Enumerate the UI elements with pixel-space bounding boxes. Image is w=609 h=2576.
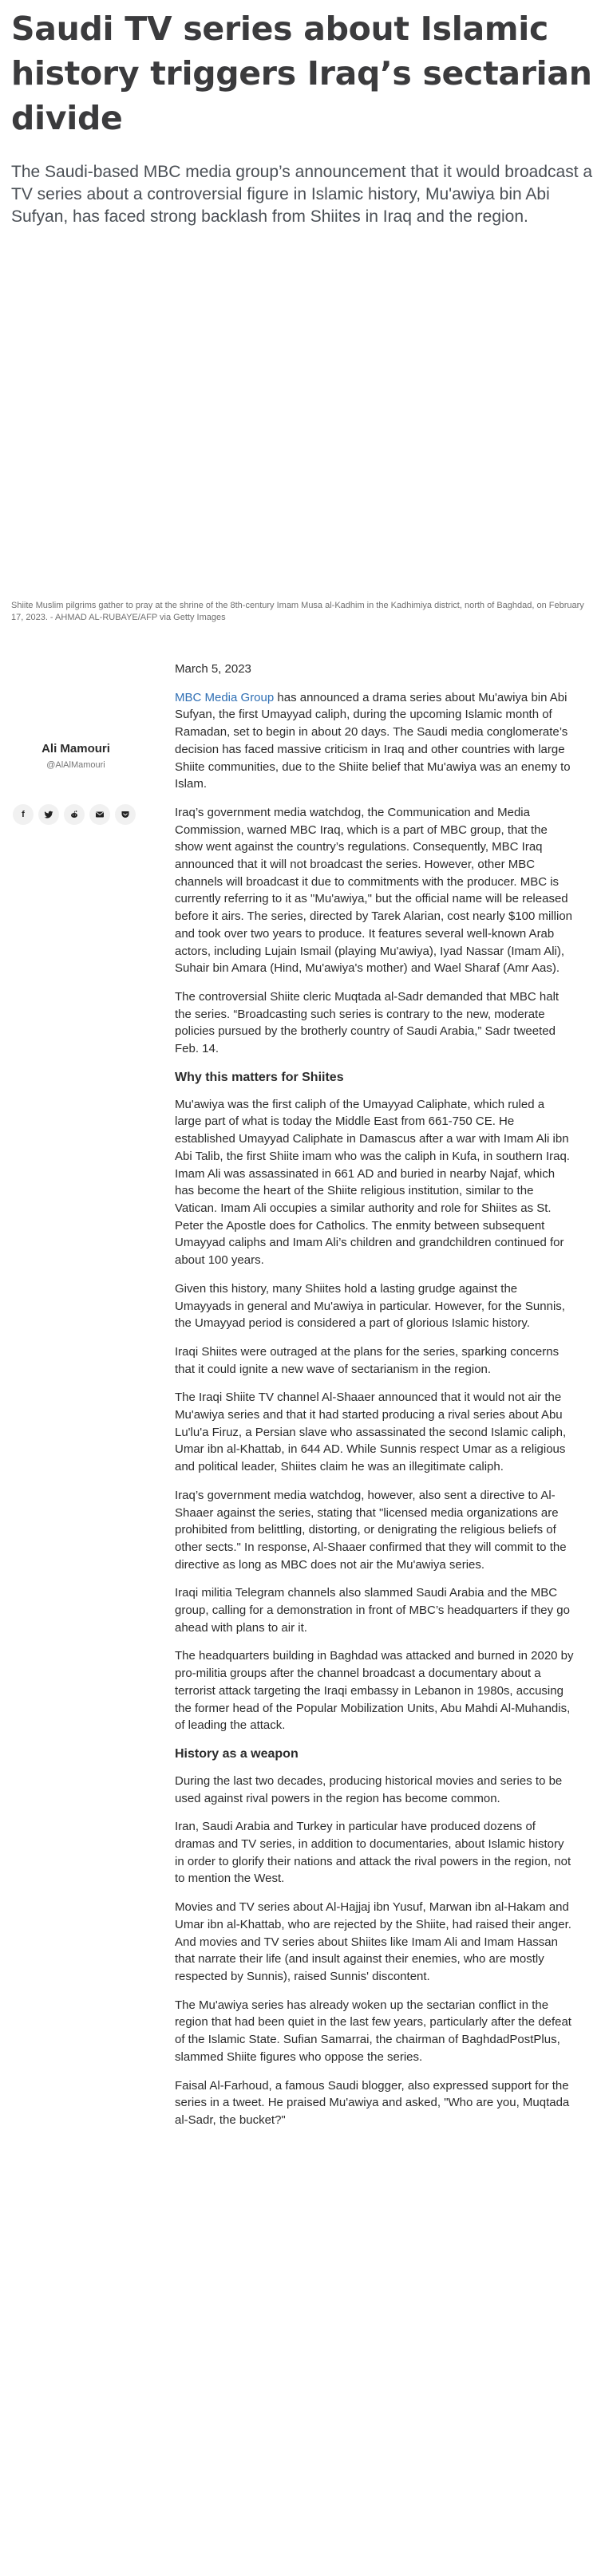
pocket-icon (121, 810, 130, 819)
email-share-button[interactable] (89, 804, 110, 825)
pocket-share-button[interactable] (115, 804, 136, 825)
share-bar (13, 804, 136, 825)
twitter-icon (44, 810, 53, 819)
hero-image (0, 268, 609, 595)
paragraph-lead (175, 689, 574, 793)
paragraph: Iraqi militia Telegram channels also slammed Saudi Arabia and the MBC group, calling for a demonstration in front of MBC’s headquarters if they go ahead with plans to air it. (175, 1586, 570, 1635)
paragraph: Iraqi Shiites were outraged at the plans for the series, sparking concerns that it could ignite a new wave of sectarianism in the region. (175, 1344, 560, 1376)
paragraph: Iraq’s government media watchdog, the Communication and Media Commission, warned MBC Iraq, which is a part of MBC group, that the show went against the country’s regulations. Consequently, MBC Iraq announced that it will not broadcast the series. However, other MBC channels will broadcast it due to commitments with the producer. MBC is currently referring to it as "Mu'awiya," but the official name will be released before it airs. The series, directed by Tarek Alarian, cost nearly $100 million and took over two years to produce. It features several well-known Arab actors, including Lujain Ismail (playing Mu'awiya), Iyad Nassar (Imam Ali), Suhair bin Amara (Hind, Mu'awiya's mother) and Wael Sharaf (Amr Aas). (175, 805, 573, 976)
paragraph: Iraq’s government media watchdog, however, also sent a directive to Al-Shaaer against the series, stating that "licensed media organizations are prohibited from belittling, distorting, or denigrating the religious beliefs of other sects." In response, Al-Shaaer confirmed that they will commit to the directive as long as MBC does not air the Mu'awiya series. (175, 1488, 567, 1572)
author-name[interactable]: Ali Mamouri (42, 742, 110, 755)
paragraph: Faisal Al-Farhoud, a famous Saudi blogger, also expressed support for the series in a tweet. He praised Mu'awiya and asked, "Who are you, Muqtada al-Sadr, the bucket?" (175, 2078, 570, 2127)
section-heading: History as a weapon (175, 1746, 299, 1761)
article-body (175, 661, 574, 2140)
reddit-share-button[interactable] (64, 804, 85, 825)
author-block (24, 742, 128, 770)
hero-caption: Shiite Muslim pilgrims gather to pray at the shrine of the 8th-century Imam Musa al-Kadhim in the Kadhimiya district, north of Baghdad, on February 17, 2023. - AHMAD AL-RUBAYE/AFP via Getty Images (11, 601, 584, 622)
article-dek: The Saudi-based MBC media group’s announcement that it would broadcast a TV series about a controversial figure in Islamic history, Mu'awiya bin Abi Sufyan, has faced strong backlash from Shiites in Iraq and the region. (11, 163, 593, 226)
article-headline: Saudi TV series about Islamic history triggers Iraq’s sectarian divide (11, 10, 592, 137)
email-icon (95, 810, 105, 819)
paragraph: Movies and TV series about Al-Hajjaj ibn Yusuf, Marwan ibn al-Hakam and Umar ibn al-Khattab, who are rejected by the Shiite, had raised their anger. And movies and TV series about Shiites like Imam Ali and Imam Hassan that narrate their life (and insult against their enemies, who are mostly respected by Sunnis), raised Sunnis' discontent. (175, 1900, 571, 1983)
twitter-share-button[interactable] (38, 804, 59, 825)
facebook-share-button[interactable] (13, 804, 34, 825)
mbc-media-group-link[interactable]: MBC Media Group (175, 690, 275, 704)
paragraph: The headquarters building in Baghdad was attacked and burned in 2020 by pro-militia groups after the channel broadcast a documentary about a terrorist attack targeting the Iraqi embassy in Lebanon in 1980s, accusing the former head of the Popular Mobilization Units, Abu Mahdi Al-Muhandis, of leading the attack. (175, 1649, 574, 1733)
publish-date: March 5, 2023 (175, 662, 251, 676)
paragraph: The controversial Shiite cleric Muqtada al-Sadr demanded that MBC halt the series. “Broadcasting such series is contrary to the new, moderate policies pursued by the brotherly country of Saudi Arabia,” Sadr tweeted Feb. 14. (175, 989, 560, 1056)
paragraph: The Iraqi Shiite TV channel Al-Shaaer announced that it would not air the Mu'awiya series and that it had started producing a rival series about Abu Lu'lu'a Firuz, a Persian slave who assassinated the second Islamic caliph, Umar ibn al-Khattab, in 644 AD. While Sunnis respect Umar as a religious and political leader, Shiites claim he was an illegitimate caliph. (175, 1391, 567, 1474)
facebook-icon: f (22, 810, 25, 819)
paragraph: Iran, Saudi Arabia and Turkey in particular have produced dozens of dramas and TV series, in addition to documentaries, about Islamic history in order to glorify their nations and attack the rival powers in the region, not to mention the West. (175, 1820, 571, 1886)
paragraph: During the last two decades, producing historical movies and series to be used against rival powers in the region has become common. (175, 1773, 563, 1805)
paragraph: Mu'awiya was the first caliph of the Umayyad Caliphate, which ruled a large part of what is today the Middle East from 661-750 CE. He established Umayyad Caliphate in Damascus after a war with Imam Ali ibn Abi Talib, the first Shiite imam who was the caliph in Kufa, in southern Iraq. Imam Ali was assassinated in 661 AD and buried in nearby Najaf, which has become the heart of the Shiite religious institution, similar to the Vatican. Imam Ali occupies a similar authority and role for Shiites as St. Peter the Apostle does for Catholics. The enmity between subsequent Umayyad caliphs and Imam Ali’s children and grandchildren continued for about 100 years. (175, 1097, 570, 1268)
section-heading: Why this matters for Shiites (175, 1070, 344, 1084)
paragraph: Given this history, many Shiites hold a lasting grudge against the Umayyads in general and Mu'awiya in particular. However, for the Sunnis, the Umayyad period is considered a part of glorious Islamic history. (175, 1281, 565, 1331)
reddit-icon (69, 810, 79, 819)
author-handle[interactable]: @AlAlMamouri (46, 760, 105, 770)
paragraph-lead-text: has announced a drama series about Mu'awiya bin Abi Sufyan, the first Umayyad caliph, during the upcoming Islamic month of Ramadan, set to begin in about 20 days. The Saudi media conglomerate’s decision has faced massive criticism in Iraq and other countries with large Shiite communities, due to the Shiite belief that Mu'awiya was an enemy to Islam. (175, 690, 571, 791)
paragraph: The Mu'awiya series has already woken up the sectarian conflict in the region that had been quiet in the last few years, particularly after the defeat of the Islamic State. Sufian Samarrai, the chairman of BaghdadPostPlus, slammed Shiite figures who oppose the series. (175, 1998, 571, 2064)
